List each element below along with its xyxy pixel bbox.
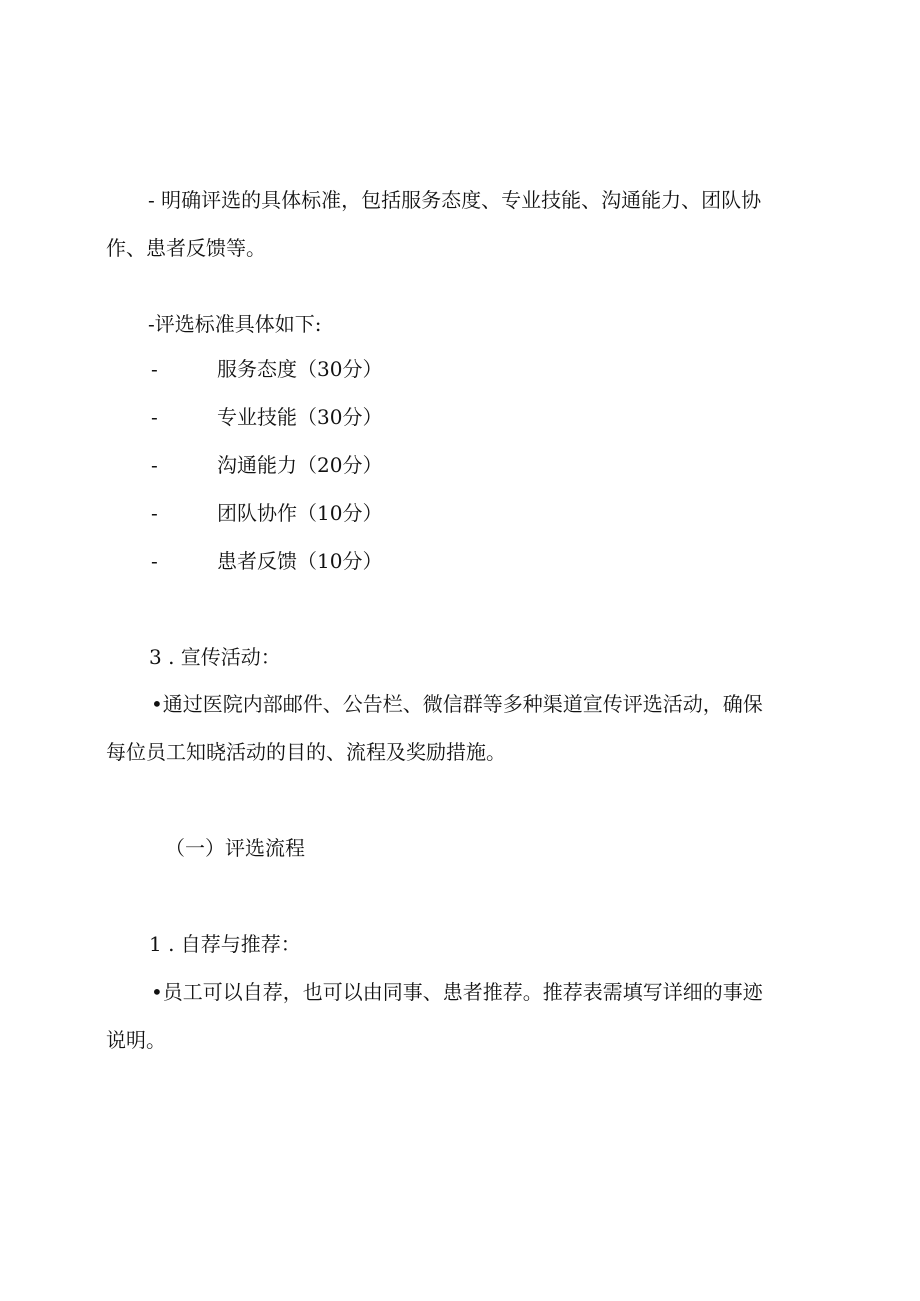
criteria-list-heading: -评选标准具体如下: — [148, 312, 322, 336]
list-item-marker: - — [151, 357, 158, 381]
list-item-label: 服务态度（30分） — [217, 357, 383, 381]
section-title-process: （一）评选流程 — [165, 836, 305, 860]
list-item-label: 患者反馈（10分） — [217, 549, 383, 573]
list-item-marker: - — [151, 549, 158, 573]
list-item-label: 团队协作（10分） — [217, 501, 383, 525]
list-item-marker: - — [151, 501, 158, 525]
list-item-label: 沟通能力（20分） — [217, 453, 383, 477]
self-recommend-line-2: 说明。 — [106, 1028, 166, 1052]
self-recommend-heading: 1 . 自荐与推荐： — [149, 932, 301, 956]
list-item-marker: - — [151, 453, 158, 477]
promotion-heading: 3 . 宣传活动： — [149, 645, 281, 669]
list-item-label: 专业技能（30分） — [217, 405, 383, 429]
promotion-line-1: •通过医院内部邮件、公告栏、微信群等多种渠道宣传评选活动，确保 — [151, 692, 763, 716]
criteria-intro-line-2: 作、患者反馈等。 — [106, 236, 266, 260]
self-recommend-line-1: •员工可以自荐，也可以由同事、患者推荐。推荐表需填写详细的事迹 — [151, 980, 763, 1004]
list-item-marker: - — [151, 405, 158, 429]
criteria-intro-line-1: - 明确评选的具体标准，包括服务态度、专业技能、沟通能力、团队协 — [148, 188, 762, 212]
promotion-line-2: 每位员工知晓活动的目的、流程及奖励措施。 — [106, 740, 506, 764]
